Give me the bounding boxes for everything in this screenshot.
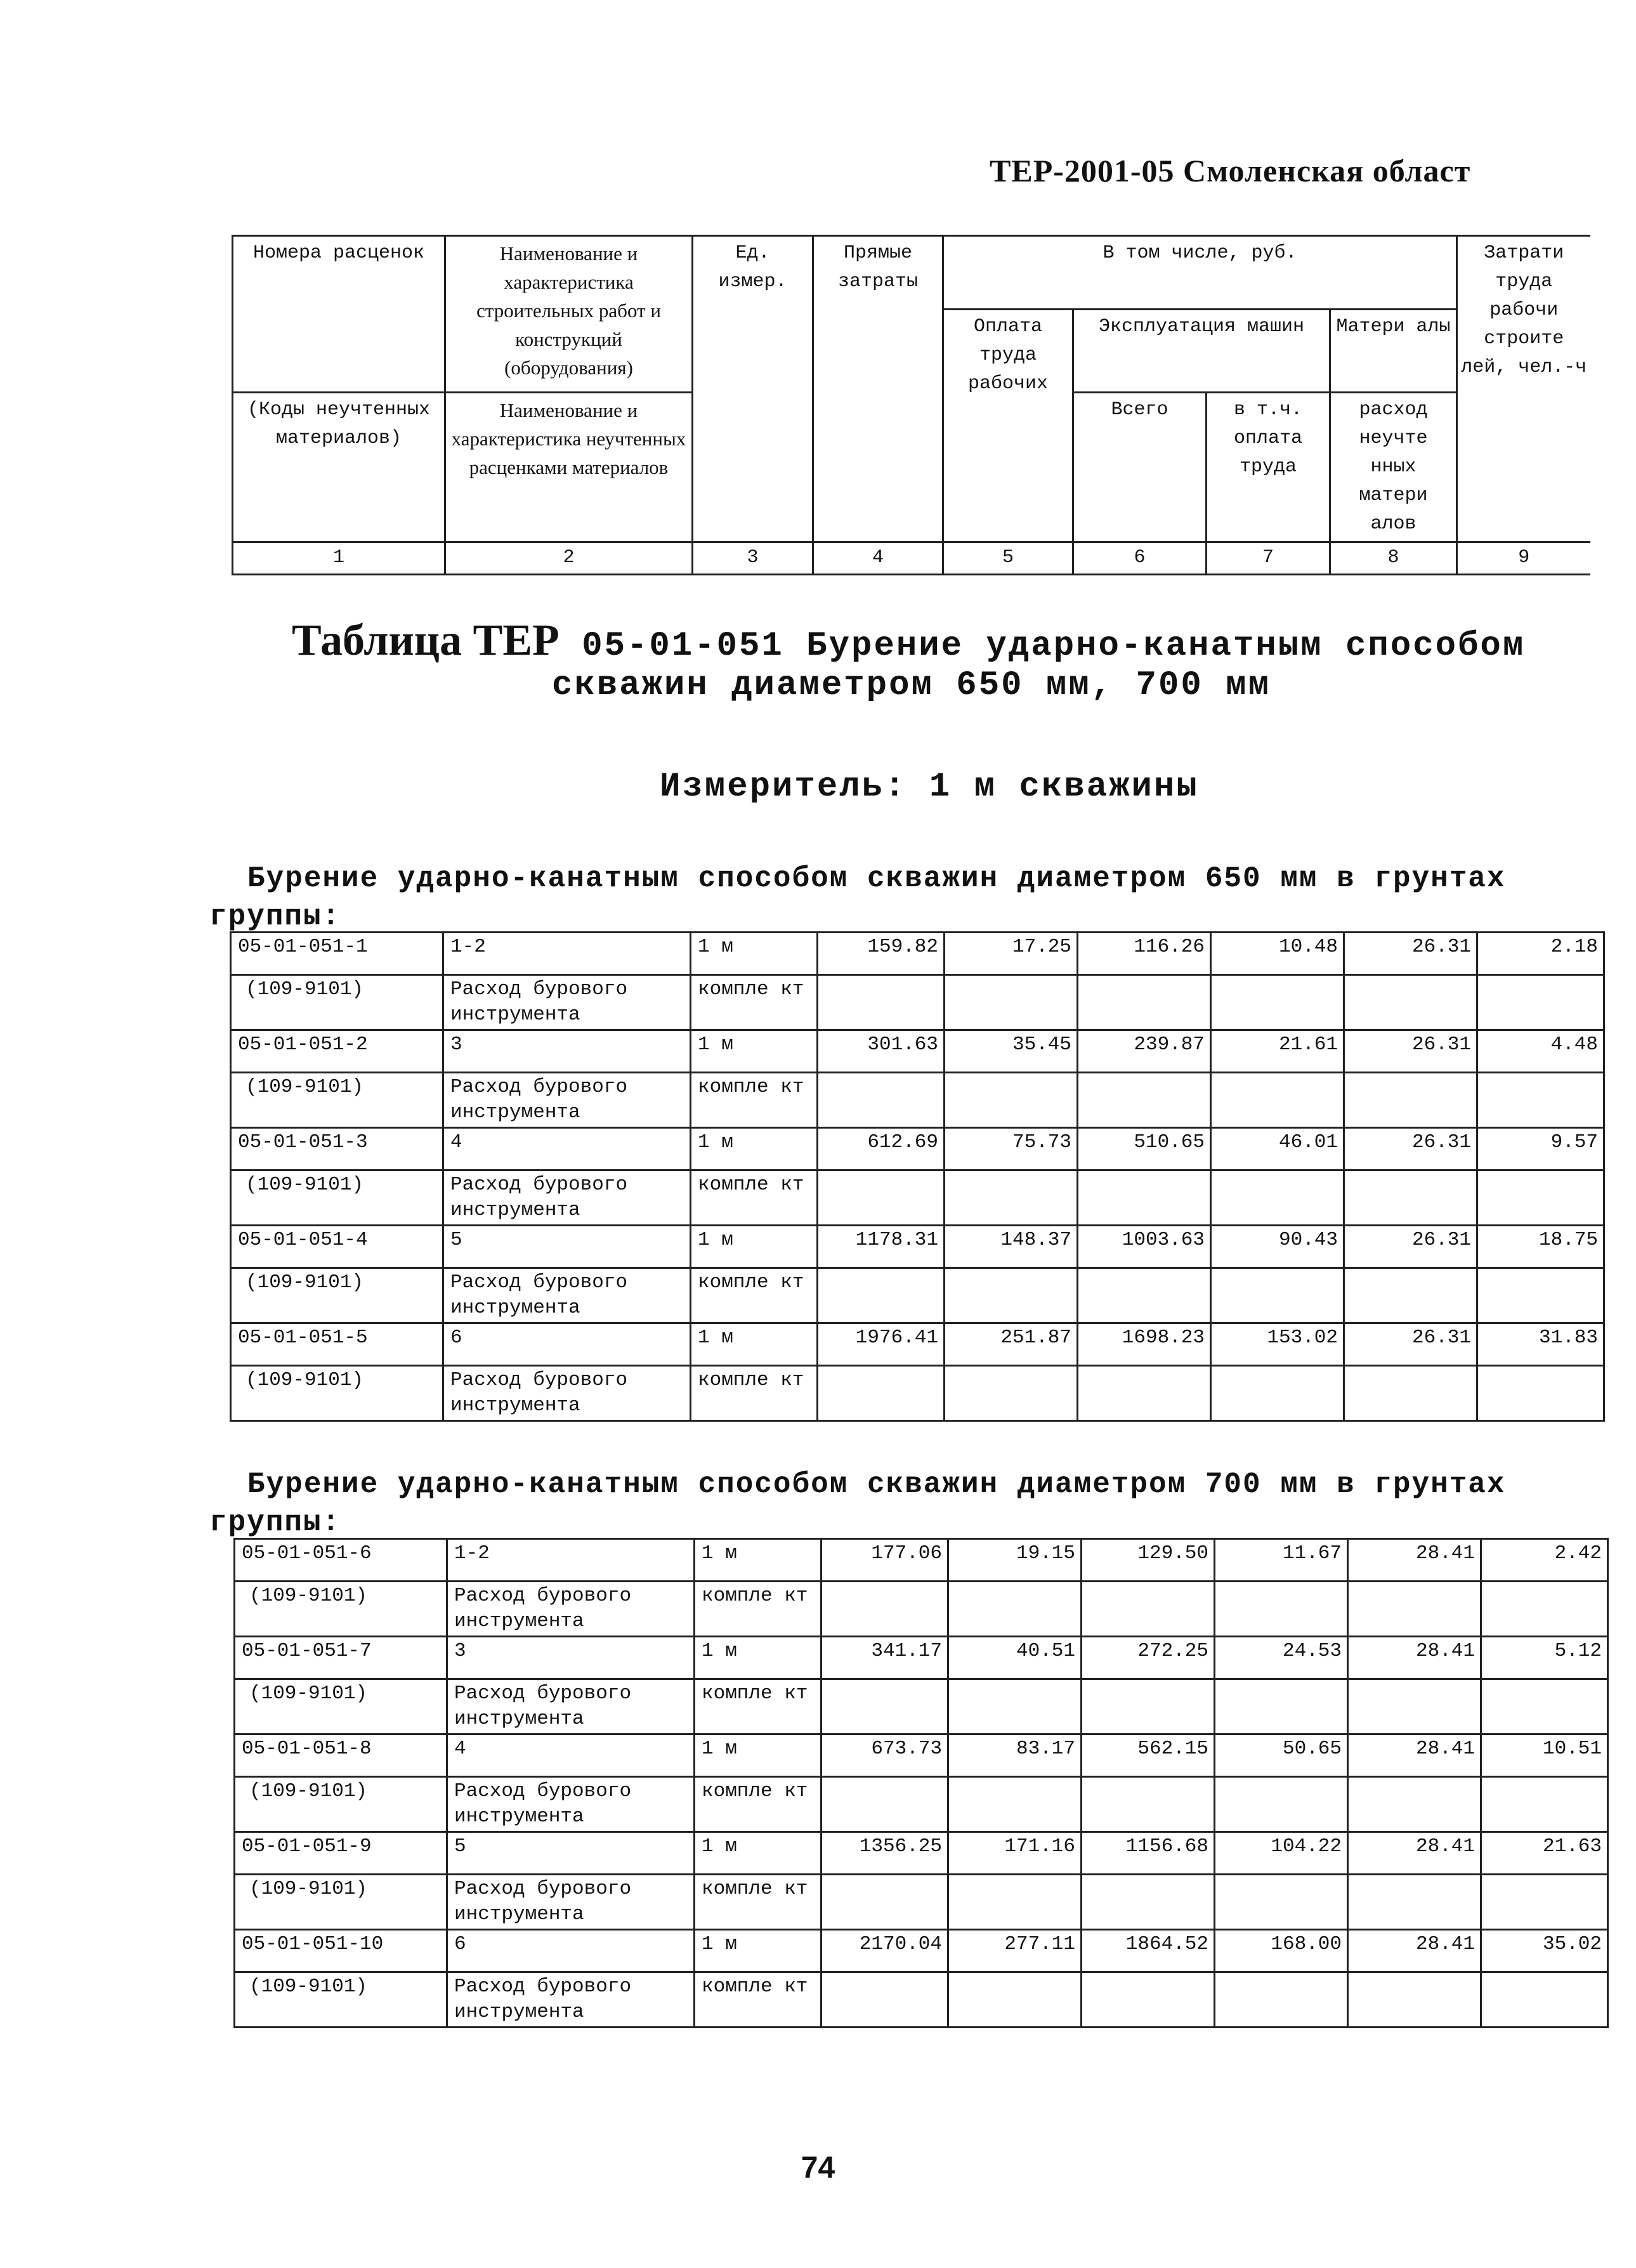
empty-cell xyxy=(1481,1582,1608,1637)
materials: 26.31 xyxy=(1344,1323,1477,1366)
empty-cell xyxy=(1211,1268,1344,1323)
materials: 26.31 xyxy=(1344,1030,1477,1073)
soil-group: 1-2 xyxy=(447,1539,695,1582)
rates-table-650 xyxy=(230,931,1605,1422)
machine-pay: 46.01 xyxy=(1211,1128,1344,1170)
worker-pay: 17.25 xyxy=(945,933,1078,975)
empty-cell xyxy=(818,1268,945,1323)
materials: 28.41 xyxy=(1348,1637,1481,1679)
column-number: 5 xyxy=(943,542,1073,575)
empty-cell xyxy=(1078,1073,1211,1128)
header-materials: Матери алы xyxy=(1330,310,1457,393)
empty-cell xyxy=(1082,1972,1215,2028)
rate-code: 05-01-051-3 xyxy=(231,1128,443,1170)
labor-hours: 5.12 xyxy=(1481,1637,1608,1679)
material-name: Расход бурового инструмента xyxy=(443,1268,691,1323)
empty-cell xyxy=(1211,1366,1344,1421)
direct-costs: 612.69 xyxy=(818,1128,945,1170)
material-name: Расход бурового инструмента xyxy=(447,1777,695,1832)
header-worker-pay: Оплата труда рабочих xyxy=(943,310,1073,542)
rate-row xyxy=(231,1226,1604,1268)
empty-cell xyxy=(1481,1679,1608,1734)
material-row xyxy=(231,1366,1604,1421)
empty-cell xyxy=(945,975,1078,1030)
empty-cell xyxy=(1344,1170,1477,1226)
column-number: 9 xyxy=(1457,542,1590,575)
empty-cell xyxy=(1481,1972,1608,2028)
empty-cell xyxy=(945,1170,1078,1226)
empty-cell xyxy=(1344,1073,1477,1128)
header-rate-numbers: Номера расценок xyxy=(233,236,445,393)
rate-code: 05-01-051-1 xyxy=(231,933,443,975)
machines-total: 1003.63 xyxy=(1078,1226,1211,1268)
material-row xyxy=(235,1679,1608,1734)
material-unit: компле кт xyxy=(691,1073,818,1128)
soil-group: 4 xyxy=(443,1128,691,1170)
empty-cell xyxy=(1082,1777,1215,1832)
soil-group: 5 xyxy=(447,1832,695,1875)
empty-cell xyxy=(818,1170,945,1226)
material-name: Расход бурового инструмента xyxy=(443,1366,691,1421)
empty-cell xyxy=(1082,1679,1215,1734)
measurement-unit: Измеритель: 1 м скважины xyxy=(660,768,1199,806)
machines-total: 562.15 xyxy=(1082,1734,1215,1777)
rate-row xyxy=(231,933,1604,975)
machines-total: 1698.23 xyxy=(1078,1323,1211,1366)
materials: 26.31 xyxy=(1344,1128,1477,1170)
material-code: (109-9101) xyxy=(235,1777,447,1832)
labor-hours: 4.48 xyxy=(1477,1030,1604,1073)
machine-pay: 104.22 xyxy=(1215,1832,1348,1875)
material-code: (109-9101) xyxy=(235,1875,447,1930)
material-row xyxy=(231,1268,1604,1323)
unit: 1 м xyxy=(691,1226,818,1268)
empty-cell xyxy=(818,1073,945,1128)
rate-row xyxy=(231,1128,1604,1170)
rate-row xyxy=(235,1832,1608,1875)
machine-pay: 21.61 xyxy=(1211,1030,1344,1073)
direct-costs: 159.82 xyxy=(818,933,945,975)
unit: 1 м xyxy=(695,1734,821,1777)
empty-cell xyxy=(1348,1582,1481,1637)
unit: 1 м xyxy=(691,1128,818,1170)
empty-cell xyxy=(1348,1875,1481,1930)
material-code: (109-9101) xyxy=(231,1073,443,1128)
material-row xyxy=(231,1170,1604,1226)
soil-group: 5 xyxy=(443,1226,691,1268)
empty-cell xyxy=(821,1679,948,1734)
direct-costs: 301.63 xyxy=(818,1030,945,1073)
material-unit: компле кт xyxy=(695,1972,821,2028)
rate-code: 05-01-051-6 xyxy=(235,1539,447,1582)
material-unit: компле кт xyxy=(695,1582,821,1637)
section-title-cont: группы: xyxy=(209,900,341,933)
table-title xyxy=(292,615,1525,666)
labor-hours: 18.75 xyxy=(1477,1226,1604,1268)
worker-pay: 171.16 xyxy=(948,1832,1082,1875)
empty-cell xyxy=(1215,1972,1348,2028)
material-row xyxy=(235,1875,1608,1930)
material-row xyxy=(235,1777,1608,1832)
section-title-700 xyxy=(209,1465,1506,1542)
empty-cell xyxy=(1078,1366,1211,1421)
rate-row xyxy=(231,1323,1604,1366)
rate-row xyxy=(235,1930,1608,1972)
section-title-text: Бурение ударно-канатным способом скважин диаметром 700 мм в грунтах xyxy=(247,1468,1506,1501)
material-code: (109-9101) xyxy=(235,1972,447,2028)
column-number: 3 xyxy=(693,542,813,575)
soil-group: 6 xyxy=(443,1323,691,1366)
empty-cell xyxy=(1348,1777,1481,1832)
labor-hours: 21.63 xyxy=(1481,1832,1608,1875)
empty-cell xyxy=(1481,1875,1608,1930)
machine-pay: 168.00 xyxy=(1215,1930,1348,1972)
direct-costs: 177.06 xyxy=(821,1539,948,1582)
column-number: 4 xyxy=(813,542,943,575)
machine-pay: 10.48 xyxy=(1211,933,1344,975)
soil-group: 3 xyxy=(443,1030,691,1073)
empty-cell xyxy=(1211,1170,1344,1226)
materials: 28.41 xyxy=(1348,1930,1481,1972)
machine-pay: 50.65 xyxy=(1215,1734,1348,1777)
empty-cell xyxy=(1477,975,1604,1030)
machine-pay: 90.43 xyxy=(1211,1226,1344,1268)
material-code: (109-9101) xyxy=(235,1679,447,1734)
column-number: 2 xyxy=(445,542,693,575)
empty-cell xyxy=(1211,1073,1344,1128)
running-header: ТЕР-2001-05 Смоленская област xyxy=(990,153,1471,188)
empty-cell xyxy=(1344,1268,1477,1323)
material-code: (109-9101) xyxy=(231,1170,443,1226)
material-code: (109-9101) xyxy=(231,1268,443,1323)
empty-cell xyxy=(818,1366,945,1421)
empty-cell xyxy=(818,975,945,1030)
table-title-prefix: Таблица ТЕР xyxy=(292,616,560,665)
machines-total: 116.26 xyxy=(1078,933,1211,975)
header-material-codes: (Коды неучтенных материалов) xyxy=(233,393,445,542)
rate-code: 05-01-051-9 xyxy=(235,1832,447,1875)
section-title-cont: группы: xyxy=(209,1506,341,1539)
column-number: 6 xyxy=(1073,542,1207,575)
unit: 1 м xyxy=(695,1539,821,1582)
table-title-code: 05-01-051 xyxy=(582,627,784,665)
material-code: (109-9101) xyxy=(231,975,443,1030)
worker-pay: 148.37 xyxy=(945,1226,1078,1268)
unit: 1 м xyxy=(691,933,818,975)
material-unit: компле кт xyxy=(691,975,818,1030)
worker-pay: 35.45 xyxy=(945,1030,1078,1073)
labor-hours: 35.02 xyxy=(1481,1930,1608,1972)
page-number: 74 xyxy=(801,2151,835,2185)
machine-pay: 153.02 xyxy=(1211,1323,1344,1366)
material-name: Расход бурового инструмента xyxy=(443,1170,691,1226)
empty-cell xyxy=(945,1073,1078,1128)
header-column-numbers xyxy=(233,542,1590,575)
section-title-650 xyxy=(209,860,1506,936)
machines-total: 239.87 xyxy=(1078,1030,1211,1073)
rate-row xyxy=(235,1539,1608,1582)
empty-cell xyxy=(945,1366,1078,1421)
empty-cell xyxy=(1215,1679,1348,1734)
empty-cell xyxy=(945,1268,1078,1323)
table-title-line2: скважин диаметром 650 мм, 700 мм xyxy=(552,666,1271,705)
material-code: (109-9101) xyxy=(235,1582,447,1637)
material-name: Расход бурового инструмента xyxy=(447,1679,695,1734)
labor-hours: 10.51 xyxy=(1481,1734,1608,1777)
empty-cell xyxy=(948,1679,1082,1734)
empty-cell xyxy=(1082,1582,1215,1637)
empty-cell xyxy=(1215,1777,1348,1832)
empty-cell xyxy=(1082,1875,1215,1930)
empty-cell xyxy=(821,1972,948,2028)
material-code: (109-9101) xyxy=(231,1366,443,1421)
column-number: 7 xyxy=(1207,542,1330,575)
soil-group: 4 xyxy=(447,1734,695,1777)
unit: 1 м xyxy=(691,1323,818,1366)
header-including-group: В том числе, руб. xyxy=(943,236,1457,310)
material-unit: компле кт xyxy=(691,1366,818,1421)
rate-row xyxy=(235,1637,1608,1679)
material-name: Расход бурового инструмента xyxy=(447,1972,695,2028)
material-unit: компле кт xyxy=(695,1777,821,1832)
direct-costs: 341.17 xyxy=(821,1637,948,1679)
labor-hours: 31.83 xyxy=(1477,1323,1604,1366)
empty-cell xyxy=(1211,975,1344,1030)
empty-cell xyxy=(948,1582,1082,1637)
worker-pay: 251.87 xyxy=(945,1323,1078,1366)
materials: 28.41 xyxy=(1348,1539,1481,1582)
header-material-name: Наименование и характеристика неучтенных расценками материалов xyxy=(445,393,693,542)
materials: 28.41 xyxy=(1348,1734,1481,1777)
column-header-table xyxy=(232,235,1590,575)
worker-pay: 40.51 xyxy=(948,1637,1082,1679)
empty-cell xyxy=(948,1972,1082,2028)
labor-hours: 9.57 xyxy=(1477,1128,1604,1170)
empty-cell xyxy=(1344,975,1477,1030)
empty-cell xyxy=(821,1777,948,1832)
unit: 1 м xyxy=(695,1930,821,1972)
machines-total: 1864.52 xyxy=(1082,1930,1215,1972)
machines-total: 510.65 xyxy=(1078,1128,1211,1170)
rate-code: 05-01-051-7 xyxy=(235,1637,447,1679)
direct-costs: 1178.31 xyxy=(818,1226,945,1268)
soil-group: 1-2 xyxy=(443,933,691,975)
header-machines-total: Всего xyxy=(1073,393,1207,542)
empty-cell xyxy=(1078,1170,1211,1226)
empty-cell xyxy=(1481,1777,1608,1832)
rate-row xyxy=(235,1734,1608,1777)
materials: 28.41 xyxy=(1348,1832,1481,1875)
empty-cell xyxy=(948,1777,1082,1832)
rate-code: 05-01-051-4 xyxy=(231,1226,443,1268)
empty-cell xyxy=(1215,1582,1348,1637)
direct-costs: 2170.04 xyxy=(821,1930,948,1972)
header-direct-costs: Прямые затраты xyxy=(813,236,943,542)
material-name: Расход бурового инструмента xyxy=(447,1875,695,1930)
worker-pay: 75.73 xyxy=(945,1128,1078,1170)
direct-costs: 673.73 xyxy=(821,1734,948,1777)
machine-pay: 11.67 xyxy=(1215,1539,1348,1582)
header-machine-pay: в т.ч. оплата труда xyxy=(1207,393,1330,542)
materials: 26.31 xyxy=(1344,933,1477,975)
empty-cell xyxy=(1477,1073,1604,1128)
soil-group: 6 xyxy=(447,1930,695,1972)
table-title-text: Бурение ударно-канатным способом xyxy=(806,627,1526,665)
worker-pay: 83.17 xyxy=(948,1734,1082,1777)
empty-cell xyxy=(821,1875,948,1930)
worker-pay: 277.11 xyxy=(948,1930,1082,1972)
material-row xyxy=(235,1582,1608,1637)
header-unaccounted-materials: расход неучте нных матери алов xyxy=(1330,393,1457,542)
labor-hours: 2.18 xyxy=(1477,933,1604,975)
material-unit: компле кт xyxy=(691,1170,818,1226)
column-number: 8 xyxy=(1330,542,1457,575)
rates-table-700 xyxy=(233,1538,1609,2028)
unit: 1 м xyxy=(695,1637,821,1679)
material-unit: компле кт xyxy=(695,1679,821,1734)
machines-total: 272.25 xyxy=(1082,1637,1215,1679)
empty-cell xyxy=(821,1582,948,1637)
soil-group: 3 xyxy=(447,1637,695,1679)
labor-hours: 2.42 xyxy=(1481,1539,1608,1582)
machine-pay: 24.53 xyxy=(1215,1637,1348,1679)
empty-cell xyxy=(1078,1268,1211,1323)
empty-cell xyxy=(948,1875,1082,1930)
rate-code: 05-01-051-2 xyxy=(231,1030,443,1073)
header-machine-operation: Эксплуатация машин xyxy=(1073,310,1330,393)
direct-costs: 1976.41 xyxy=(818,1323,945,1366)
machines-total: 1156.68 xyxy=(1082,1832,1215,1875)
section-title-text: Бурение ударно-канатным способом скважин диаметром 650 мм в грунтах xyxy=(247,862,1506,895)
rate-row xyxy=(231,1030,1604,1073)
rate-code: 05-01-051-8 xyxy=(235,1734,447,1777)
material-row xyxy=(231,1073,1604,1128)
empty-cell xyxy=(1477,1268,1604,1323)
material-name: Расход бурового инструмента xyxy=(443,1073,691,1128)
empty-cell xyxy=(1348,1679,1481,1734)
material-unit: компле кт xyxy=(695,1875,821,1930)
unit: 1 м xyxy=(691,1030,818,1073)
material-name: Расход бурового инструмента xyxy=(443,975,691,1030)
header-labor-hours: Затрати труда рабочи строите лей, чел.-ч xyxy=(1457,236,1590,542)
material-row xyxy=(235,1972,1608,2028)
material-name: Расход бурового инструмента xyxy=(447,1582,695,1637)
materials: 26.31 xyxy=(1344,1226,1477,1268)
material-unit: компле кт xyxy=(691,1268,818,1323)
direct-costs: 1356.25 xyxy=(821,1832,948,1875)
empty-cell xyxy=(1344,1366,1477,1421)
machines-total: 129.50 xyxy=(1082,1539,1215,1582)
empty-cell xyxy=(1477,1170,1604,1226)
rate-code: 05-01-051-10 xyxy=(235,1930,447,1972)
empty-cell xyxy=(1348,1972,1481,2028)
header-unit: Ед. измер. xyxy=(693,236,813,542)
empty-cell xyxy=(1477,1366,1604,1421)
unit: 1 м xyxy=(695,1832,821,1875)
worker-pay: 19.15 xyxy=(948,1539,1082,1582)
header-work-name: Наименование и характеристика строительных работ и конструкций (оборудования) xyxy=(445,236,693,393)
rate-code: 05-01-051-5 xyxy=(231,1323,443,1366)
column-number: 1 xyxy=(233,542,445,575)
empty-cell xyxy=(1078,975,1211,1030)
material-row xyxy=(231,975,1604,1030)
empty-cell xyxy=(1215,1875,1348,1930)
